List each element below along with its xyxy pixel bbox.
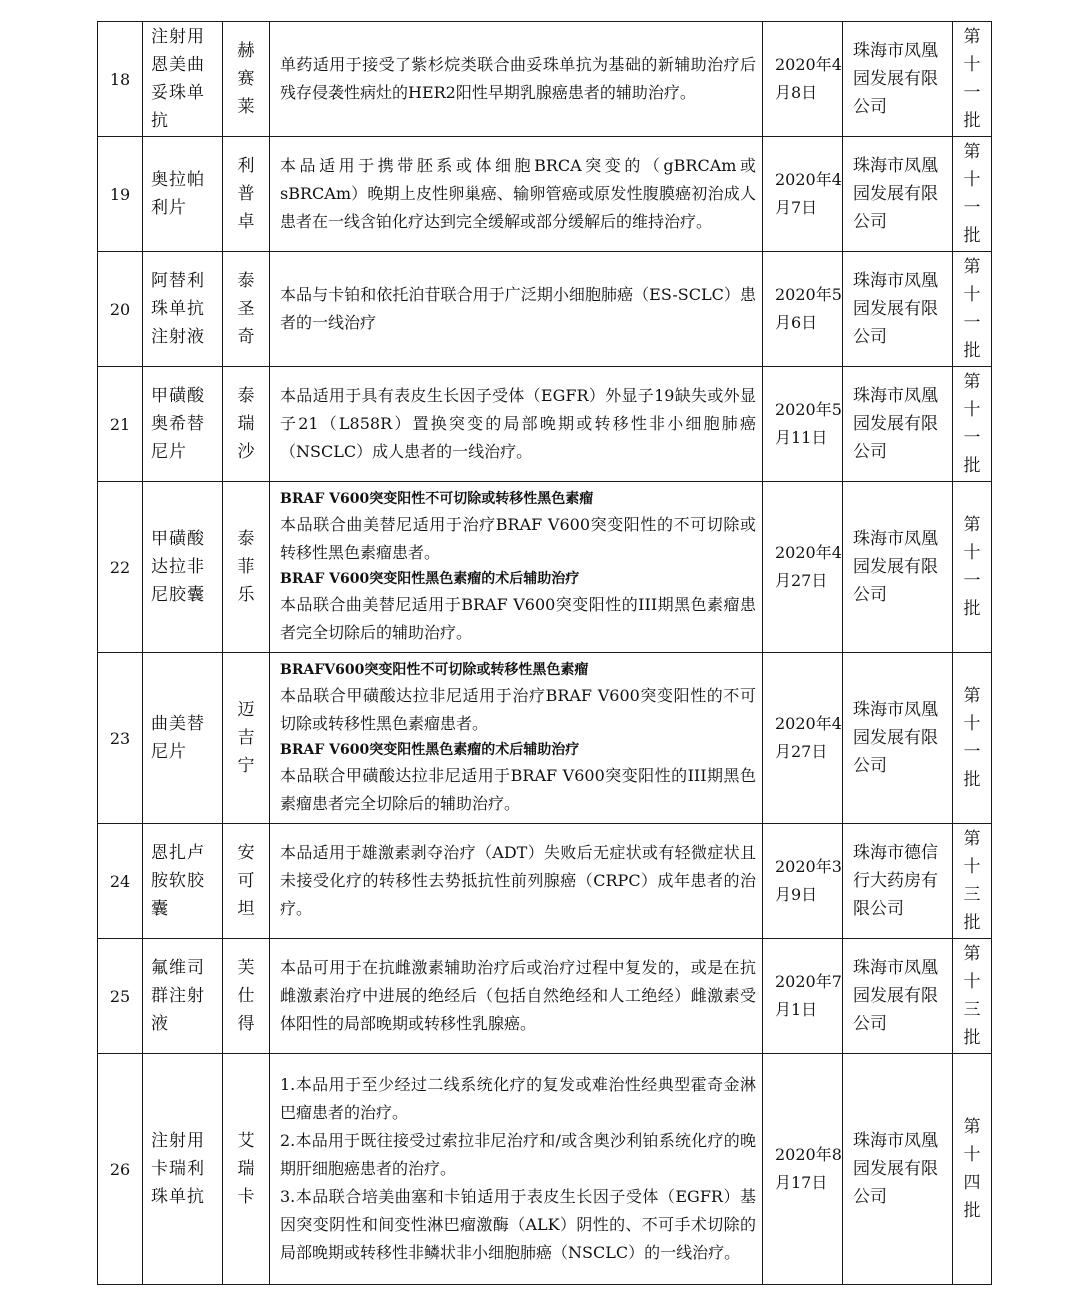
- pharmacy-company: 珠海市凤凰园发展有限公司: [843, 252, 953, 367]
- row-number: 21: [98, 367, 143, 482]
- brand-name: 赫 赛 莱: [223, 22, 270, 137]
- approval-date: 2020年5月6日: [763, 252, 843, 367]
- row-number: 18: [98, 22, 143, 137]
- brand-name: 利 普 卓: [223, 137, 270, 252]
- brand-name: 泰 菲 乐: [223, 482, 270, 653]
- table-row: [98, 137, 992, 252]
- batch: 第 十 一 批: [953, 482, 992, 653]
- approval-date: 2020年8月17日: [763, 1054, 843, 1285]
- indication: BRAF V600突变阳性不可切除或转移性黑色素瘤 本品联合曲美替尼适用于治疗BRAF V600突变阳性的不可切除或转移性黑色素瘤患者。 BRAF V600突变阳性黑色素瘤的术后辅助治疗 本品联合曲美替尼适用于BRAF V600突变阳性的III期黑色素瘤患者完全切除后的辅助治疗。: [270, 482, 763, 653]
- indication: 本品可用于在抗雌激素辅助治疗后或治疗过程中复发的，或是在抗雌激素治疗中进展的绝经后（包括自然绝经和人工绝经）雌激素受体阳性的局部晚期或转移性乳腺癌。: [270, 939, 763, 1054]
- indication: 单药适用于接受了紫杉烷类联合曲妥珠单抗为基础的新辅助治疗后残存侵袭性病灶的HER2阳性早期乳腺癌患者的辅助治疗。: [270, 22, 763, 137]
- indication: 本品适用于具有表皮生长因子受体（EGFR）外显子19缺失或外显子21（L858R）置换突变的局部晚期或转移性非小细胞肺癌（NSCLC）成人患者的一线治疗。: [270, 367, 763, 482]
- brand-name: 泰 圣 奇: [223, 252, 270, 367]
- batch: 第 十 一 批: [953, 367, 992, 482]
- indication: 本品与卡铂和依托泊苷联合用于广泛期小细胞肺癌（ES-SCLC）患者的一线治疗: [270, 252, 763, 367]
- drug-name: 甲磺酸奥希替尼片: [143, 367, 223, 482]
- row-number: 20: [98, 252, 143, 367]
- table-row: [98, 22, 992, 137]
- brand-name: 艾 瑞 卡: [223, 1054, 270, 1285]
- brand-name: 迈 吉 宁: [223, 653, 270, 824]
- batch: 第 十 一 批: [953, 22, 992, 137]
- table-row: [98, 367, 992, 482]
- row-number: 23: [98, 653, 143, 824]
- batch: 第 十 三 批: [953, 824, 992, 939]
- table-row: [98, 252, 992, 367]
- row-number: 19: [98, 137, 143, 252]
- indication: 本品适用于雄激素剥夺治疗（ADT）失败后无症状或有轻微症状且未接受化疗的转移性去势抵抗性前列腺癌（CRPC）成年患者的治疗。: [270, 824, 763, 939]
- batch: 第 十 四 批: [953, 1054, 992, 1285]
- row-number: 25: [98, 939, 143, 1054]
- row-number: 22: [98, 482, 143, 653]
- approval-date: 2020年4月27日: [763, 482, 843, 653]
- indication-heading: BRAFV600突变阳性不可切除或转移性黑色素瘤: [280, 662, 589, 678]
- approval-date: 2020年4月8日: [763, 22, 843, 137]
- indication-heading: BRAF V600突变阳性黑色素瘤的术后辅助治疗: [280, 742, 580, 758]
- pharmacy-company: 珠海市凤凰园发展有限公司: [843, 482, 953, 653]
- drug-name: 注射用恩美曲妥珠单抗: [143, 22, 223, 137]
- pharmacy-company: 珠海市凤凰园发展有限公司: [843, 367, 953, 482]
- approval-date: 2020年5月11日: [763, 367, 843, 482]
- pharmacy-company: 珠海市凤凰园发展有限公司: [843, 137, 953, 252]
- batch: 第 十 一 批: [953, 252, 992, 367]
- row-number: 24: [98, 824, 143, 939]
- drug-list-table: [97, 21, 992, 1285]
- drug-name: 注射用卡瑞利珠单抗: [143, 1054, 223, 1285]
- brand-name: 安 可 坦: [223, 824, 270, 939]
- indication-heading: BRAF V600突变阳性黑色素瘤的术后辅助治疗: [280, 571, 580, 587]
- approval-date: 2020年4月27日: [763, 653, 843, 824]
- drug-name: 甲磺酸达拉非尼胶囊: [143, 482, 223, 653]
- table-row: [98, 824, 992, 939]
- table-row: [98, 482, 992, 653]
- drug-name: 曲美替尼片: [143, 653, 223, 824]
- batch: 第 十 一 批: [953, 137, 992, 252]
- indication: 1.本品用于至少经过二线系统化疗的复发或难治性经典型霍奇金淋巴瘤患者的治疗。 2.本品用于既往接受过索拉非尼治疗和/或含奥沙利铂系统化疗的晚期肝细胞癌患者的治疗。 3.本品联合培美曲塞和卡铂适用于表皮生长因子受体（EGFR）基因突变阴性和间变性淋巴瘤激酶（ALK）阴性的、不可手术切除的局部晚期或转移性非鳞状非小细胞肺癌（NSCLC）的一线治疗。: [270, 1054, 763, 1285]
- batch: 第 十 三 批: [953, 939, 992, 1054]
- table-row: [98, 939, 992, 1054]
- table-row: [98, 1054, 992, 1285]
- row-number: 26: [98, 1054, 143, 1285]
- pharmacy-company: 珠海市德信行大药房有限公司: [843, 824, 953, 939]
- table-row: [98, 653, 992, 824]
- pharmacy-company: 珠海市凤凰园发展有限公司: [843, 22, 953, 137]
- approval-date: 2020年7月1日: [763, 939, 843, 1054]
- drug-name: 阿替利珠单抗注射液: [143, 252, 223, 367]
- drug-name: 恩扎卢胺软胶囊: [143, 824, 223, 939]
- brand-name: 芙 仕 得: [223, 939, 270, 1054]
- brand-name: 泰 瑞 沙: [223, 367, 270, 482]
- indication: BRAFV600突变阳性不可切除或转移性黑色素瘤 本品联合甲磺酸达拉非尼适用于治疗BRAF V600突变阳性的不可切除或转移性黑色素瘤患者。 BRAF V600突变阳性黑色素瘤的术后辅助治疗 本品联合甲磺酸达拉非尼适用于BRAF V600突变阳性的III期黑色素瘤患者完全切除后的辅助治疗。: [270, 653, 763, 824]
- pharmacy-company: 珠海市凤凰园发展有限公司: [843, 939, 953, 1054]
- drug-name: 氟维司群注射液: [143, 939, 223, 1054]
- approval-date: 2020年3月9日: [763, 824, 843, 939]
- drug-name: 奥拉帕利片: [143, 137, 223, 252]
- indication-heading: BRAF V600突变阳性不可切除或转移性黑色素瘤: [280, 491, 594, 507]
- pharmacy-company: 珠海市凤凰园发展有限公司: [843, 1054, 953, 1285]
- batch: 第 十 一 批: [953, 653, 992, 824]
- approval-date: 2020年4月7日: [763, 137, 843, 252]
- indication: 本品适用于携带胚系或体细胞BRCA突变的（gBRCAm或sBRCAm）晚期上皮性卵巢癌、输卵管癌或原发性腹膜癌初治成人患者在一线含铂化疗达到完全缓解或部分缓解后的维持治疗。: [270, 137, 763, 252]
- pharmacy-company: 珠海市凤凰园发展有限公司: [843, 653, 953, 824]
